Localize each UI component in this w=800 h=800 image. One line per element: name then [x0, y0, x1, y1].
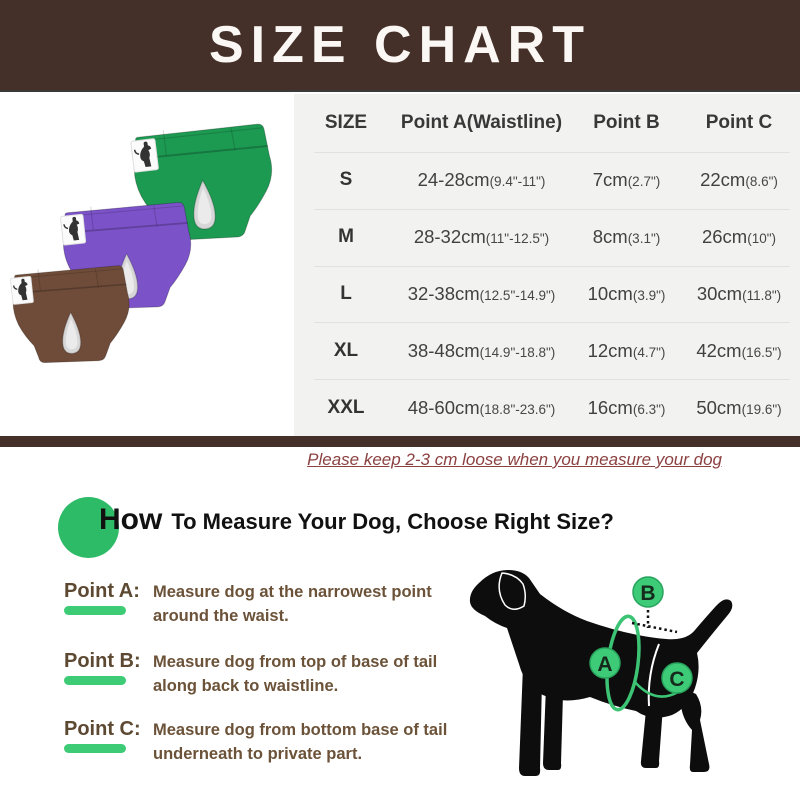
point-c-line1: Measure dog from bottom base of tail: [153, 721, 448, 739]
green-underline: [64, 676, 126, 685]
table-row: [298, 266, 800, 323]
point-c-value: 22cm: [700, 169, 746, 191]
point-a-inches: (14.9"-18.8"): [479, 344, 556, 360]
row-divider: [314, 322, 790, 323]
point-b-line2: along back to waistline.: [153, 677, 339, 695]
how-to-measure-title: [99, 503, 614, 537]
row-divider: [314, 209, 790, 210]
point-c-inches: (8.6"): [745, 174, 778, 190]
marker-b: [633, 577, 663, 607]
size-label: M: [338, 226, 354, 248]
svg-text:C: C: [669, 668, 685, 691]
table-row: [298, 152, 800, 209]
row-divider: [314, 379, 790, 380]
point-b-line1: Measure dog from top of base of tail: [153, 653, 438, 671]
point-b-value: 7cm: [592, 169, 628, 191]
point-c-value: 42cm: [696, 339, 742, 361]
point-b-value: 8cm: [592, 226, 628, 248]
point-a-inches: (12.5"-14.9"): [479, 287, 556, 303]
row-divider: [314, 152, 790, 153]
point-c-value: 26cm: [701, 226, 748, 248]
point-b-inches: (2.7"): [627, 174, 661, 190]
size-table-header-row: [298, 94, 800, 152]
svg-text:B: B: [640, 582, 656, 605]
point-b-inches: (3.1"): [627, 231, 661, 247]
how-rest-text: To Measure Your Dog, Choose Right Size?: [171, 509, 614, 534]
point-c-label: Point C:: [64, 718, 141, 740]
point-a-line2: around the waist.: [153, 607, 289, 625]
point-b-label: Point B:: [64, 650, 141, 672]
point-a-label: Point A:: [64, 580, 140, 602]
marker-c: [662, 663, 692, 693]
page-title: SIZE CHART: [209, 16, 591, 74]
green-underline: [64, 606, 126, 615]
point-a-value: 48-60cm: [407, 396, 480, 418]
col-header-size: SIZE: [324, 112, 368, 133]
point-a-value: 24-28cm: [417, 169, 490, 191]
point-b-value: 10cm: [587, 282, 633, 304]
point-a-inches: (18.8"-23.6"): [479, 401, 556, 417]
table-row: [298, 322, 800, 379]
point-a-line1: Measure dog at the narrowest point: [153, 583, 432, 601]
product-image-dog-diapers: [8, 112, 308, 412]
page-header: [0, 0, 800, 92]
size-label: S: [339, 169, 353, 191]
marker-a: [590, 648, 620, 678]
section-divider-bar: [0, 436, 800, 447]
point-b-value: 16cm: [587, 396, 633, 418]
point-c-description: [64, 718, 447, 766]
size-label: L: [340, 282, 352, 304]
dog-measure-diagram: [450, 548, 800, 800]
point-c-inches: (19.6"): [741, 401, 782, 417]
point-c-inches: (11.8"): [742, 287, 782, 303]
point-c-inches: (10"): [747, 231, 777, 247]
point-c-line2: underneath to private part.: [153, 745, 363, 763]
size-table: [294, 94, 800, 436]
point-a-value: 28-32cm: [413, 226, 486, 248]
table-row: [298, 209, 800, 266]
point-b-inches: (4.7"): [632, 344, 666, 360]
measure-note: Please keep 2-3 cm loose when you measure your dog: [307, 450, 722, 469]
point-c-value: 50cm: [696, 396, 742, 418]
col-header-point-a: Point A(Waistline): [400, 112, 563, 133]
point-a-inches: (11"-12.5"): [485, 231, 550, 247]
point-b-description: [64, 650, 437, 698]
point-a-value: 32-38cm: [407, 282, 480, 304]
size-label: XL: [333, 339, 359, 361]
point-a-inches: (9.4"-11"): [489, 174, 546, 190]
table-row: [298, 379, 800, 436]
green-underline: [64, 744, 126, 753]
point-a-description: [64, 580, 432, 628]
col-header-point-b: Point B: [593, 112, 660, 133]
col-header-point-c: Point C: [705, 112, 773, 133]
row-divider: [314, 266, 790, 267]
size-label: XXL: [327, 396, 365, 418]
point-c-value: 30cm: [696, 282, 743, 304]
point-b-inches: (3.9"): [632, 287, 666, 303]
point-a-value: 38-48cm: [407, 339, 480, 361]
svg-text:A: A: [597, 653, 613, 676]
point-b-inches: (6.3"): [632, 401, 666, 417]
diaper-brown: [10, 265, 131, 363]
how-word: How: [99, 503, 163, 536]
point-b-value: 12cm: [587, 339, 633, 361]
point-c-inches: (16.5"): [741, 344, 782, 360]
